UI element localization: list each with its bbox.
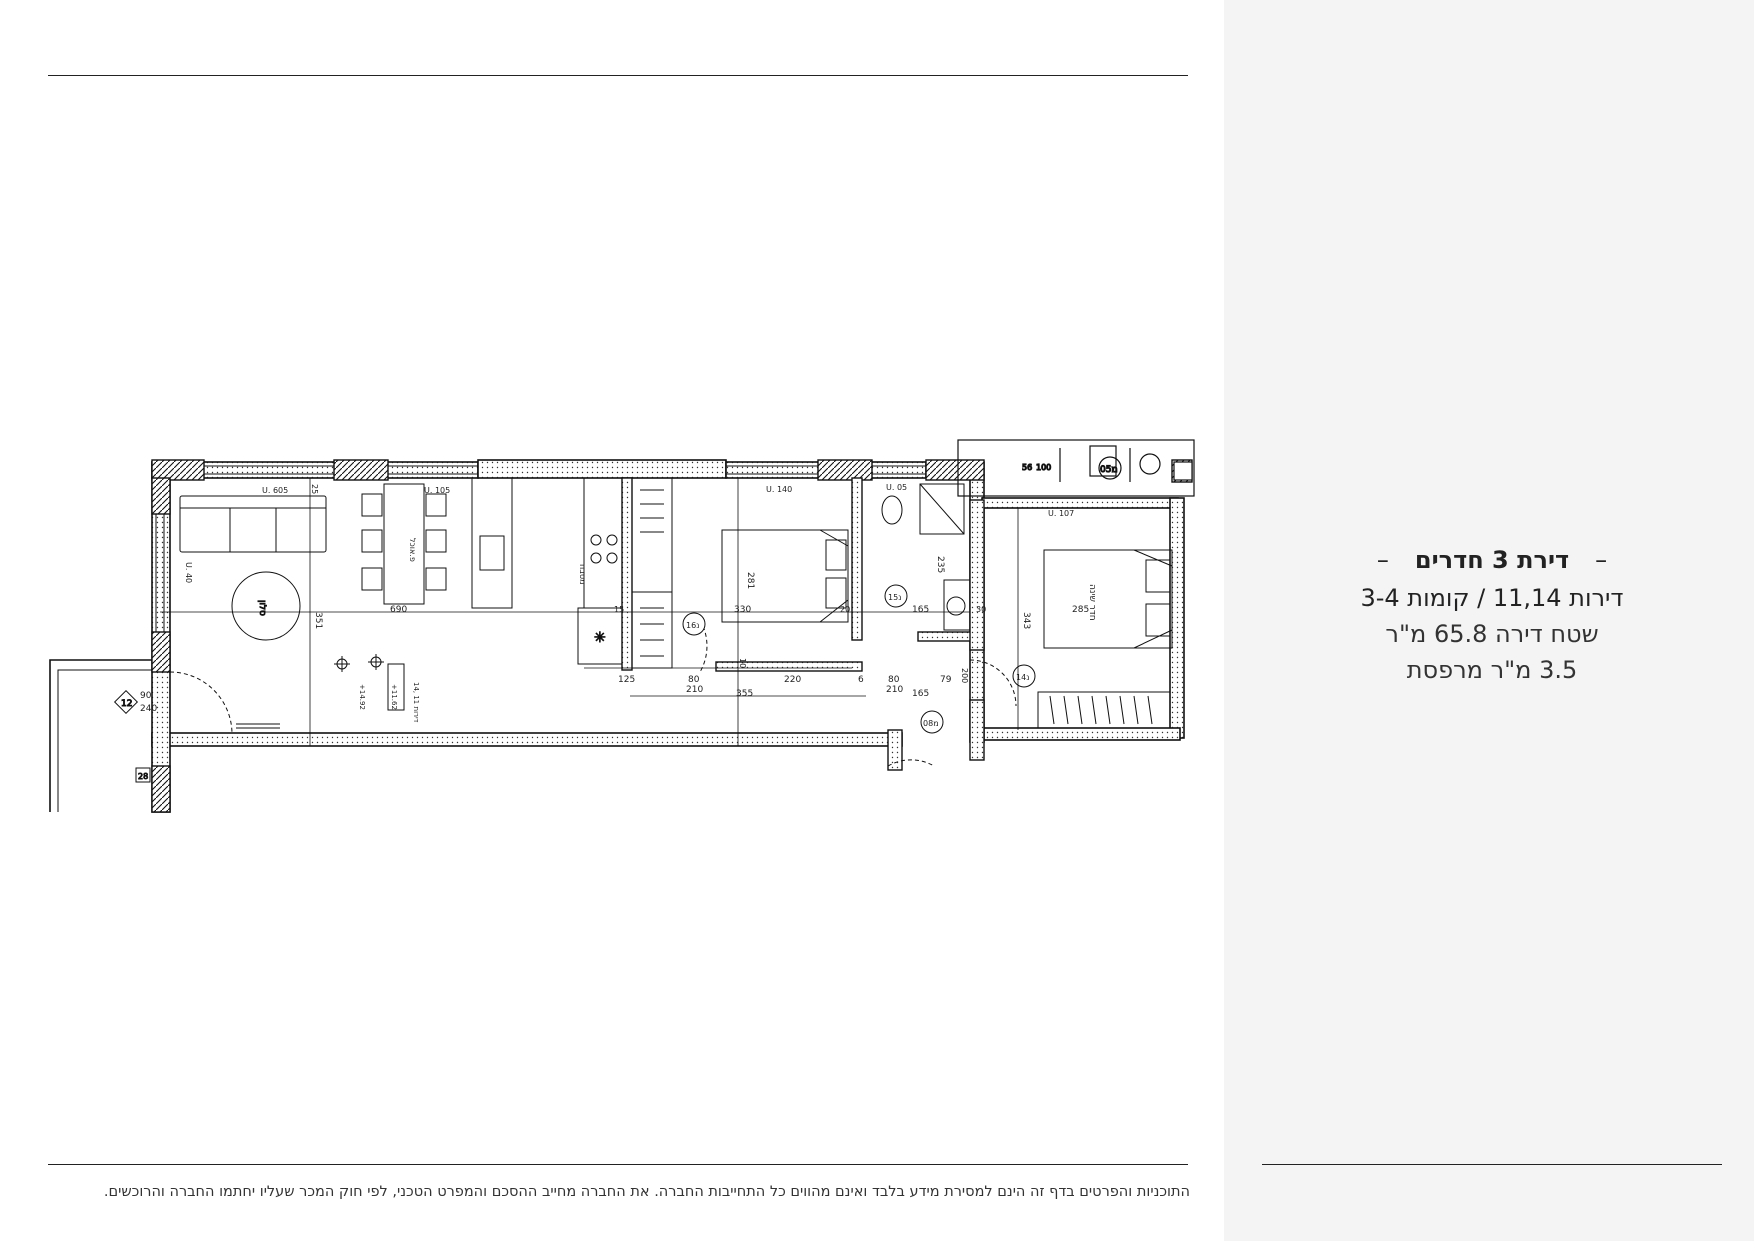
dim-80a: 80 [688, 675, 700, 685]
dim-210b: 210 [886, 685, 904, 695]
door-tag-05m: 05מ [1100, 465, 1118, 475]
dim-343: 343 [1021, 612, 1031, 630]
outer-walls [152, 460, 1184, 812]
sink [944, 580, 970, 630]
dim-330: 330 [734, 605, 752, 615]
window-tag-105: U. 105 [424, 486, 451, 495]
title-dash-right: – [1595, 546, 1608, 574]
dim-285: 285 [1072, 605, 1090, 615]
dim-355: 355 [736, 689, 754, 699]
dim-15: 15 [614, 605, 625, 614]
toilet [882, 496, 902, 524]
door-tag-15n: 15נ [888, 593, 902, 602]
dim-220: 220 [784, 675, 802, 685]
dim-80b: 80 [888, 675, 900, 685]
bedroom-2 [1038, 550, 1172, 728]
panel-divider [1262, 1164, 1722, 1165]
dimension-lines [160, 478, 1018, 746]
dim-281: 281 [745, 572, 755, 590]
kitchen [472, 478, 625, 664]
door-tag-16n: 16נ [686, 621, 700, 630]
door-tag-14n: 14נ [1016, 673, 1030, 682]
title-dash-left: – [1376, 546, 1389, 574]
svg-text:סלון: סלון [257, 600, 267, 616]
dim-240: 240 [140, 704, 158, 714]
dim-165b: 165 [912, 689, 930, 699]
dining-table [362, 484, 446, 604]
dim-56: 56 [1022, 463, 1033, 472]
balcony-area: 3.5 מ"ר מרפסת [1406, 656, 1578, 684]
door-tag-08m: 08מ [923, 719, 939, 728]
dim-90: 90 [140, 691, 152, 701]
unit-title: דירת 3 חדרים [1414, 546, 1570, 574]
level-markers [334, 654, 420, 723]
window-tag-605: U. 605 [262, 486, 289, 495]
level-tag-apts: 14, 11 דירות [412, 682, 420, 723]
dimension-labels [140, 484, 1089, 714]
dim-100: 100 [1036, 463, 1052, 472]
wardrobe-1 [632, 478, 672, 668]
window-tag-40: U. 40 [184, 562, 193, 584]
dim-351: 351 [313, 612, 323, 630]
apartments-floors: דירות 11,14 / קומות 3-4 [1360, 584, 1624, 612]
dim-25: 25 [310, 484, 319, 495]
window-tag-140: U. 140 [766, 485, 793, 494]
dim-20: 20 [840, 605, 851, 614]
service-area [958, 440, 1194, 496]
dim-10: 10 [738, 658, 747, 669]
balcony-tag-28: 28 [138, 772, 149, 781]
apartment-area: שטח דירה 65.8 מ"ר [1385, 620, 1599, 648]
svg-text:✳: ✳ [594, 630, 606, 646]
dim-200: 200 [960, 668, 969, 684]
dim-125: 125 [618, 675, 636, 685]
dim-210a: 210 [686, 685, 704, 695]
dim-30: 30 [976, 605, 987, 614]
dim-79: 79 [940, 675, 952, 685]
dim-6: 6 [858, 675, 864, 685]
dim-690: 690 [390, 605, 408, 615]
legal-disclaimer: התוכניות והפרטים בדף זה הינם למסירת מידע בלבד ואינם מהווים כל התחייבות החברה. את החברה מחייב ההסכם והמפרט הטכני, לפי חוק המכר שעליו יחתמו החברה והרוכשים. [103, 1184, 1190, 1200]
svg-text:חדר שינה: חדר שינה [1087, 584, 1097, 621]
dim-165: 165 [912, 605, 930, 615]
window-tag-05: U. 05 [886, 483, 908, 492]
svg-text:מטבח: מטבח [578, 564, 587, 585]
level-tag-1492: +14.92 [358, 684, 366, 710]
unit-info [1262, 540, 1722, 688]
window-tag-107: U. 107 [1048, 509, 1075, 518]
balcony-tag: 12 [121, 699, 133, 709]
level-tag-1162: +11.62 [390, 684, 398, 710]
unit-title-row [1262, 540, 1722, 580]
svg-text:פ.אוכל: פ.אוכל [408, 538, 417, 562]
balcony [50, 660, 160, 812]
dim-235: 235 [935, 556, 945, 574]
sofa [180, 496, 326, 552]
